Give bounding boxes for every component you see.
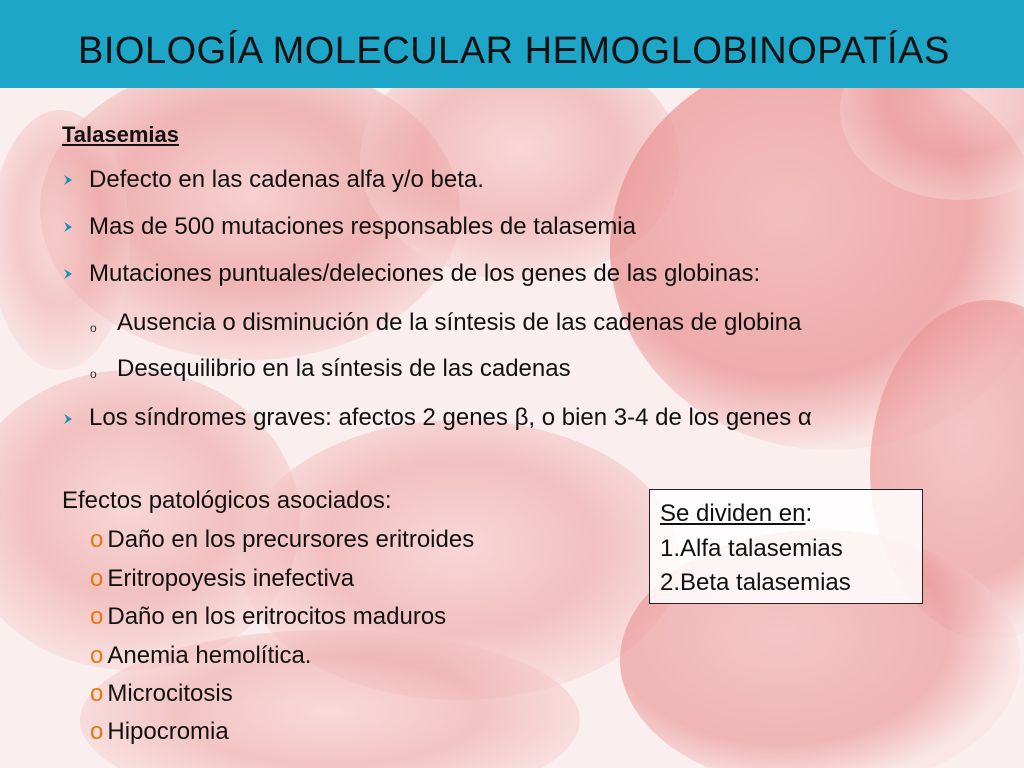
sub-bullet-item: Desequilibrio en la síntesis de las cadenas <box>117 355 571 382</box>
effects-heading: Efectos patológicos asociados: <box>62 487 392 514</box>
box-title: Se dividen en: <box>660 500 813 527</box>
circle-bullet-icon: o <box>90 526 104 553</box>
effect-item: o Hipocromia <box>90 718 229 745</box>
arrow-bullet-icon <box>62 221 74 233</box>
box-item: 1.Alfa talasemias <box>660 535 843 562</box>
arrow-bullet-icon <box>62 174 74 186</box>
bullet-item: Mas de 500 mutaciones responsables de talasemia <box>89 213 636 240</box>
effect-item: o Anemia hemolítica. <box>90 642 312 669</box>
circle-bullet-icon: o <box>90 603 104 630</box>
box-item: 2.Beta talasemias <box>660 569 851 596</box>
arrow-bullet-icon <box>62 268 74 280</box>
slide-title: BIOLOGÍA MOLECULAR HEMOGLOBINOPATÍAS <box>78 30 950 72</box>
effect-item: o Daño en los precursores eritroides <box>90 526 475 553</box>
classification-box <box>649 489 923 604</box>
effect-item: o Daño en los eritrocitos maduros <box>90 603 447 630</box>
section-heading: Talasemias <box>62 122 180 147</box>
circle-bullet-icon: o <box>90 718 104 745</box>
circle-bullet-icon: o <box>90 565 104 592</box>
circle-bullet-icon: o <box>90 642 104 669</box>
effect-item: o Eritropoyesis inefectiva <box>90 565 355 592</box>
effect-item: o Microcitosis <box>90 680 233 707</box>
arrow-bullet-icon <box>62 413 74 425</box>
bullet-item: Los síndromes graves: afectos 2 genes β, o bien 3-4 de los genes α <box>89 404 812 431</box>
sub-bullet-item: Ausencia o disminución de la síntesis de las cadenas de globina <box>117 309 802 336</box>
circle-bullet-icon: o <box>90 321 97 335</box>
circle-bullet-icon: o <box>90 680 104 707</box>
bullet-item: Mutaciones puntuales/deleciones de los genes de las globinas: <box>89 260 761 287</box>
bullet-item: Defecto en las cadenas alfa y/o beta. <box>89 166 484 193</box>
circle-bullet-icon: o <box>90 367 97 381</box>
